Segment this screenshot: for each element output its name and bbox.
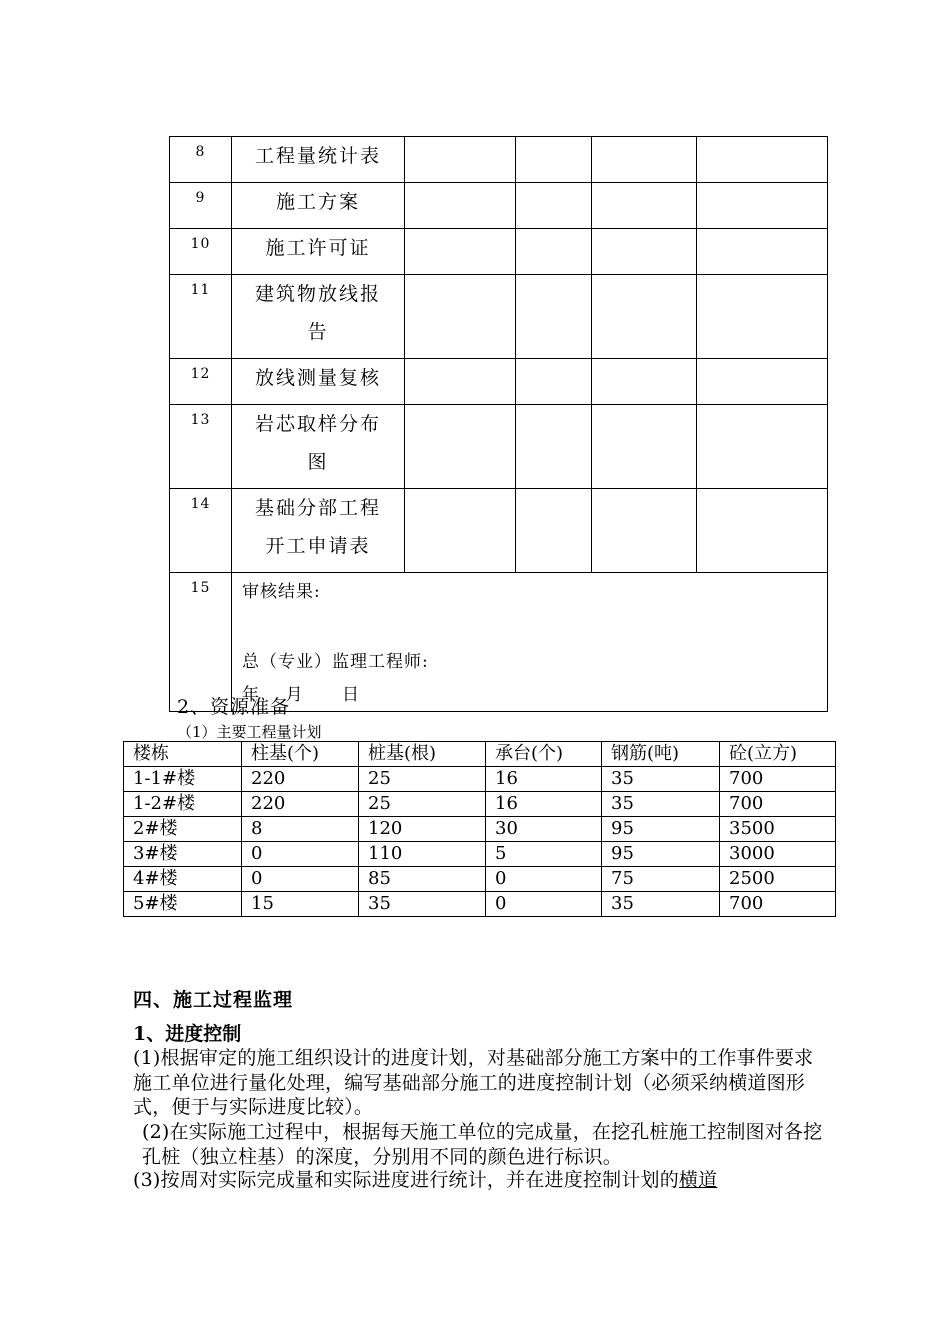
document-name: 放线测量复核	[232, 359, 405, 405]
document-name: 工程量统计表	[232, 137, 405, 183]
table-cell: 110	[359, 842, 486, 867]
table-cell: 2#楼	[124, 817, 242, 842]
resource-heading: 2、资源准备	[177, 696, 291, 718]
row-number: 14	[170, 489, 232, 573]
document-name-line: 图	[307, 451, 329, 473]
table-cell: 95	[602, 817, 720, 842]
table-row	[124, 842, 836, 867]
blank-cell	[516, 183, 592, 229]
underlined-text: 横道	[678, 1169, 718, 1191]
document-name-line: 开工申请表	[265, 535, 371, 557]
table-row	[124, 867, 836, 892]
blank-cell	[516, 229, 592, 275]
column-header: 钢筋(吨)	[602, 742, 720, 767]
blank-cell	[516, 359, 592, 405]
table-row	[170, 183, 828, 229]
document-review-table	[169, 136, 828, 712]
document-name: 施工方案	[232, 183, 405, 229]
table-cell: 1-1#楼	[124, 767, 242, 792]
table-cell: 0	[242, 867, 359, 892]
table-cell: 0	[486, 867, 602, 892]
document-name	[232, 275, 405, 359]
blank-cell	[405, 137, 516, 183]
blank-cell	[516, 275, 592, 359]
review-result-label: 审核结果:	[242, 582, 321, 602]
table-cell: 3500	[720, 817, 836, 842]
blank-cell	[697, 137, 828, 183]
table-cell: 220	[242, 767, 359, 792]
table-cell: 30	[486, 817, 602, 842]
table-cell: 16	[486, 792, 602, 817]
blank-cell	[405, 275, 516, 359]
row-number: 15	[170, 573, 232, 712]
table-cell: 700	[720, 792, 836, 817]
blank-cell	[697, 489, 828, 573]
review-result-cell	[232, 573, 828, 712]
row-number: 9	[170, 183, 232, 229]
table-cell: 700	[720, 767, 836, 792]
column-header: 承台(个)	[486, 742, 602, 767]
table-row-result	[170, 573, 828, 712]
table-cell: 16	[486, 767, 602, 792]
document-name	[232, 405, 405, 489]
blank-cell	[697, 359, 828, 405]
table-row	[170, 137, 828, 183]
row-number: 11	[170, 275, 232, 359]
table-row	[170, 229, 828, 275]
quantity-plan-subheading: （1）主要工程量计划	[177, 723, 322, 741]
document-name-line: 建筑物放线报	[254, 283, 381, 305]
row-number: 12	[170, 359, 232, 405]
subsection-title: 1、进度控制	[133, 1023, 242, 1045]
blank-cell	[592, 229, 697, 275]
table-cell: 700	[720, 892, 836, 917]
table-row	[170, 405, 828, 489]
table-cell: 25	[359, 792, 486, 817]
blank-cell	[697, 183, 828, 229]
table-cell: 120	[359, 817, 486, 842]
table-cell: 1-2#楼	[124, 792, 242, 817]
table-row	[124, 792, 836, 817]
table-row	[124, 817, 836, 842]
table-cell: 35	[602, 792, 720, 817]
paragraph	[133, 1168, 823, 1193]
engineer-signature-label: 总（专业）监理工程师:	[242, 652, 429, 672]
table-header-row	[124, 742, 836, 767]
table-cell: 5	[486, 842, 602, 867]
blank-cell	[592, 183, 697, 229]
column-header: 砼(立方)	[720, 742, 836, 767]
table-cell: 2500	[720, 867, 836, 892]
blank-cell	[592, 359, 697, 405]
table-row	[170, 359, 828, 405]
table-cell: 4#楼	[124, 867, 242, 892]
document-name: 施工许可证	[232, 229, 405, 275]
blank-cell	[516, 137, 592, 183]
table-cell: 75	[602, 867, 720, 892]
table-cell: 3000	[720, 842, 836, 867]
table-cell: 8	[242, 817, 359, 842]
row-number: 13	[170, 405, 232, 489]
table-cell: 35	[359, 892, 486, 917]
table-cell: 0	[242, 842, 359, 867]
column-header: 楼栋	[124, 742, 242, 767]
row-number: 8	[170, 137, 232, 183]
table-cell: 15	[242, 892, 359, 917]
table-row	[124, 767, 836, 792]
table-cell: 3#楼	[124, 842, 242, 867]
blank-cell	[592, 275, 697, 359]
date-label: 年 月 日	[242, 685, 361, 705]
table-row	[124, 892, 836, 917]
blank-cell	[405, 229, 516, 275]
document-name	[232, 489, 405, 573]
blank-cell	[405, 359, 516, 405]
table-cell: 95	[602, 842, 720, 867]
blank-cell	[697, 275, 828, 359]
document-name-line: 岩芯取样分布	[254, 413, 381, 435]
blank-cell	[405, 183, 516, 229]
blank-cell	[516, 489, 592, 573]
paragraph: (1)根据审定的施工组织设计的进度计划，对基础部分施工方案中的工作事件要求施工单位进行量化处理，编写基础部分施工的进度控制计划（必须采纳横道图形式，便于与实际进度比较）。	[133, 1047, 814, 1118]
column-header: 柱基(个)	[242, 742, 359, 767]
table-cell: 220	[242, 792, 359, 817]
blank-cell	[405, 489, 516, 573]
paragraph-text: (3)按周对实际完成量和实际进度进行统计，并在进度控制计划的	[133, 1169, 679, 1191]
row-number: 10	[170, 229, 232, 275]
paragraph: (2)在实际施工过程中，根据每天施工单位的完成量，在挖孔桩施工控制图对各挖孔桩（独立柱基）的深度，分别用不同的颜色进行标识。	[142, 1121, 823, 1168]
blank-cell	[405, 405, 516, 489]
blank-cell	[592, 489, 697, 573]
table-cell: 0	[486, 892, 602, 917]
blank-cell	[516, 405, 592, 489]
table-row	[170, 275, 828, 359]
table-row	[170, 489, 828, 573]
table-cell: 35	[602, 892, 720, 917]
document-name-line: 告	[307, 321, 329, 343]
table-cell: 85	[359, 867, 486, 892]
table-cell: 25	[359, 767, 486, 792]
blank-cell	[592, 137, 697, 183]
document-name-line: 基础分部工程	[254, 497, 381, 519]
section-title: 四、施工过程监理	[133, 989, 294, 1011]
quantity-plan-table	[123, 741, 836, 917]
blank-cell	[697, 405, 828, 489]
column-header: 桩基(根)	[359, 742, 486, 767]
table-cell: 35	[602, 767, 720, 792]
table-cell: 5#楼	[124, 892, 242, 917]
blank-cell	[592, 405, 697, 489]
blank-cell	[697, 229, 828, 275]
